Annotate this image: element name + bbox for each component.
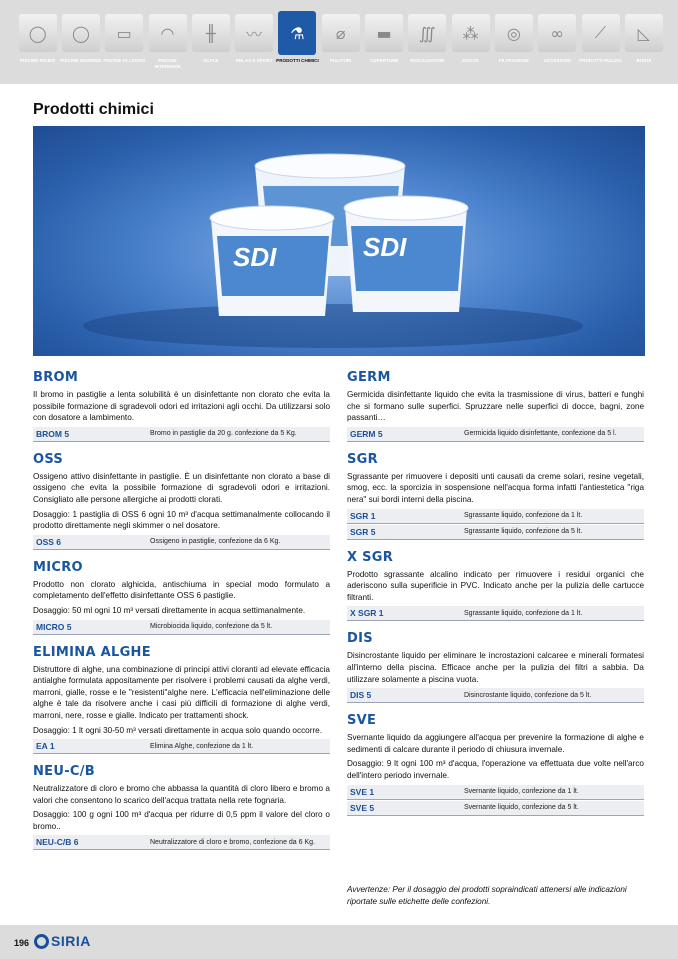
section-heading: GERM	[347, 370, 391, 385]
product-code: SGR 5	[350, 526, 376, 537]
nav-item-brush[interactable]	[579, 14, 622, 80]
inground-pool-icon: ◠	[149, 14, 187, 52]
section-heading: MICRO	[33, 559, 83, 575]
section-heading: DIS	[347, 631, 373, 647]
soft-pool-icon: ◯	[62, 14, 100, 52]
product-description: Sgrassante liquido, confezione da 1 lt.	[464, 609, 583, 617]
section-text: Distruttore di alghe, una combinazione di principi attivi cloranti ad elevate efficacia antialghe formulata appositamente per risolvere i problemi causati da alghe verdi, marroni, gialle, rosse e le "resistenti"alghe nere. L'efficacia nell'eliminazione delle alghe è tale da risolvere anche i casi più difficili di formazione di alghe verdi, marroni, nere, rosse e gialle. Indicato per trattamenti shock.	[33, 664, 330, 720]
nav-item-soft-pool[interactable]	[59, 14, 102, 80]
nav-item-cover[interactable]	[362, 14, 405, 80]
product-description: Svernante liquido, confezione da 1 lt.	[464, 788, 579, 795]
product-row	[33, 835, 330, 850]
nav-item-label: PISCINE MORBIDE	[60, 58, 102, 63]
product-description: Sgrassante liquido, confezione da 1 lt.	[464, 512, 583, 520]
product-row	[33, 620, 330, 635]
product-section	[33, 452, 330, 550]
product-row	[33, 739, 330, 754]
product-section	[347, 550, 644, 622]
logo-mark-icon	[34, 934, 49, 949]
product-row	[347, 785, 644, 800]
product-code: OSS 6	[36, 536, 62, 547]
swimmer-icon: 〰	[235, 14, 273, 52]
product-section	[33, 370, 330, 442]
nav-item-heater[interactable]	[406, 14, 449, 80]
wood-pool-icon: ▭	[105, 14, 143, 52]
nav-item-ladder[interactable]	[189, 14, 232, 80]
product-description: Svernante liquido, confezione da 5 lt.	[464, 804, 579, 811]
section-text: Prodotto sgrassante alcalino indicato per rimuovere i residui organici che aderiscono sulla superificie in PVC. Indicato anche per la pulizia delle cartucce filtranti.	[347, 569, 644, 602]
left-column	[33, 370, 330, 860]
product-row	[347, 509, 644, 524]
brand-logo	[34, 933, 91, 949]
product-row	[347, 427, 644, 442]
section-heading: SGR	[347, 451, 378, 467]
product-row	[347, 801, 644, 816]
product-row	[33, 427, 330, 442]
bucket-label-left: SDI	[233, 242, 277, 272]
section-text: Sgrassante per rimuovere i depositi unti causati da creme solari, resine vegetali, smog, ecc. la sporcizia in sospensione nell'acqua forma infatti l'antiestetica "riga nera" sui bordi interni della piscina.	[347, 471, 644, 504]
product-code: SVE 5	[350, 802, 375, 813]
section-text: Germicida disinfettante liquido che evita la trasmissione di virus, batteri e funghi che si formano sulle superfici. Spruzzare nelle superfici di docce, bagni, zone passanti…	[347, 390, 644, 423]
section-text: Dosaggio: 9 lt ogni 100 m³ d'acqua, l'operazione va effettuata due volte nell'arco dell'intero periodo invernale.	[347, 759, 644, 780]
page-title: Prodotti chimici	[33, 101, 154, 118]
nav-item-label: PULITORI	[330, 58, 352, 63]
flask-icon: ⚗	[278, 11, 316, 55]
section-text: Dosaggio: 100 g ogni 100 m³ d'acqua per ridurre di 0,5 ppm il valore del cloro o bromo..	[33, 810, 330, 831]
section-heading: NEU-C/B	[33, 764, 96, 780]
section-text: Il bromo in pastiglie a lenta solubilità è un disinfettante non clorato che evita la possibile formazione di sgradevoli odori ed irritazioni agli occhi. Da utilizzarsi solo con dosatore a lambimento.	[33, 390, 330, 423]
ladder-icon: ╫	[192, 14, 230, 52]
product-description: Neutralizzatore di cloro e bromo, confezione da 6 Kg.	[150, 838, 315, 846]
brush-icon: ⟋	[582, 14, 620, 52]
nav-item-cleaner[interactable]	[319, 14, 362, 80]
border-icon: ◺	[625, 14, 663, 52]
product-description: Germicida liquido disinfettante, confezione da 5 l.	[464, 430, 617, 438]
product-code: NEU-C/B 6	[36, 837, 79, 848]
section-heading: OSS	[33, 451, 64, 467]
nav-item-inground-pool[interactable]	[146, 14, 189, 80]
product-description: Disincrostante liquido, confezione da 5 lt.	[464, 691, 592, 699]
nav-item-pool[interactable]	[16, 14, 59, 80]
page-number: 196	[14, 938, 30, 948]
section-text: Dosaggio: 50 ml ogni 10 m³ versati direttamente in acqua settimanalmente.	[33, 605, 306, 615]
pool-icon: ◯	[19, 14, 57, 52]
product-description: Ossigeno in pastiglie, confezione da 6 Kg.	[150, 538, 281, 546]
nav-item-label: PISCINE IN LEGNO	[103, 58, 146, 63]
section-text: Dosaggio: 1 lt ogni 30-50 m³ versati direttamente in acqua solo quando occorre.	[33, 725, 323, 735]
nav-item-label: ACCESSORI	[543, 58, 571, 63]
cleaner-icon: ⌀	[322, 14, 360, 52]
section-text: Prodotto non clorato alghicida, antischiuma in special modo formulato a completamento dell'effetto disinfettante OSS 6 pastiglie.	[33, 579, 330, 601]
product-section	[33, 764, 330, 850]
nav-item-label: PRODOTTI CHIMICI	[276, 58, 319, 63]
product-row	[33, 535, 330, 550]
section-heading: ELIMINA ALGHE	[33, 644, 151, 660]
product-row	[347, 606, 644, 621]
nav-item-flask[interactable]	[276, 14, 319, 80]
page-footer	[0, 925, 678, 959]
bucket-left	[210, 206, 334, 316]
section-heading: BROM	[33, 370, 79, 385]
nav-item-filter[interactable]	[492, 14, 535, 80]
product-section	[347, 370, 644, 442]
heater-icon: ∭	[408, 14, 446, 52]
category-header	[0, 0, 678, 84]
nav-item-label: FILTRAZIONE	[498, 58, 529, 63]
nav-item-label: RISCALDATORI	[410, 58, 445, 63]
product-code: SGR 1	[350, 510, 376, 521]
nav-item-border[interactable]	[622, 14, 665, 80]
product-description: Bromo in pastiglie da 20 g. confezione da 5 Kg.	[150, 430, 297, 438]
product-code: MICRO 5	[36, 621, 72, 632]
product-section	[33, 645, 330, 755]
logo-text: SIRIA	[51, 933, 91, 949]
nav-item-shower[interactable]	[449, 14, 492, 80]
nav-item-label: PISCINE INTERRATE	[154, 58, 181, 69]
product-description: Elimina Alghe, confezione da 1 lt.	[150, 742, 254, 750]
product-code: SVE 1	[350, 786, 375, 797]
product-row	[347, 688, 644, 703]
nav-item-swimmer[interactable]	[232, 14, 275, 80]
product-photo	[33, 126, 645, 356]
nav-item-label: DOCCE	[462, 58, 479, 63]
nav-item-label: RELAX E SPORT	[235, 58, 273, 63]
shower-icon: ⁂	[452, 14, 490, 52]
section-text: Dosaggio: 1 pastiglia di OSS 6 ogni 10 m³ d'acqua settimanalmente collocando il prodotto direttamente negli skimmer o nel dosatore.	[33, 509, 330, 531]
product-code: BROM 5	[36, 428, 70, 439]
accessories-icon: ∞	[538, 14, 576, 52]
product-code: X SGR 1	[350, 608, 384, 619]
product-section	[347, 713, 644, 815]
product-section	[347, 452, 644, 540]
bucket-label-right: SDI	[363, 232, 407, 262]
warning-note: Avvertenze: Per il dosaggio dei prodotti sopraindicati attenersi alle indicazioni riportate sulle etichette delle confezioni.	[347, 885, 627, 906]
nav-item-label: SCALE	[203, 58, 219, 63]
product-section	[33, 560, 330, 635]
product-code: EA 1	[36, 741, 55, 752]
nav-item-label: PRODOTTI PULIZIA	[579, 58, 622, 63]
product-row	[347, 525, 644, 540]
nav-item-wood-pool[interactable]	[103, 14, 146, 80]
nav-item-label: COPERTURE	[369, 58, 399, 63]
nav-item-label: BORDI	[636, 58, 652, 63]
nav-item-accessories[interactable]	[536, 14, 579, 80]
cover-icon: ▬	[365, 14, 403, 52]
product-section	[347, 631, 644, 703]
product-code: GERM 5	[350, 428, 383, 439]
bucket-right	[344, 196, 468, 312]
section-text: Svernante liquido da aggiungere all'acqua per prevenire la formazione di alghe e sedimenti di calcare durante il periodo di chiusura invernale.	[347, 733, 644, 754]
section-heading: SVE	[347, 713, 377, 729]
section-heading: X SGR	[347, 549, 394, 565]
section-text: Ossigeno attivo disinfettante in pastiglie. È un disinfettante non clorato a base di ossigeno che evita la possibile formazione di sgradevoli odori e irritazioni. Consigliato alle persone allergiche ai prodotti clorati.	[33, 471, 330, 504]
product-description: Sgrassante liquido, confezione da 5 lt.	[464, 528, 583, 536]
product-code: DIS 5	[350, 690, 372, 701]
product-description: Microbiocida liquido, confezione da 5 lt.	[150, 623, 273, 631]
section-text: Disincrostante liquido per eliminare le incrostazioni calcaree e minerali formatesi all'interno della piscina. Efficace anche per la pulizia dei filtri a sabbia. Da utilizzare solamente a piscina vuota.	[347, 651, 644, 684]
nav-item-label: PISCINE RIGIDE	[19, 58, 56, 63]
section-text: Neutralizzatore di cloro e bromo che abbassa la quantità di cloro libero e bromo a valori che consentono lo scarico dell'acqua trattata nella rete fognaria.	[33, 784, 330, 805]
filter-icon: ◎	[495, 14, 533, 52]
category-nav	[16, 14, 666, 80]
right-column	[347, 370, 644, 826]
